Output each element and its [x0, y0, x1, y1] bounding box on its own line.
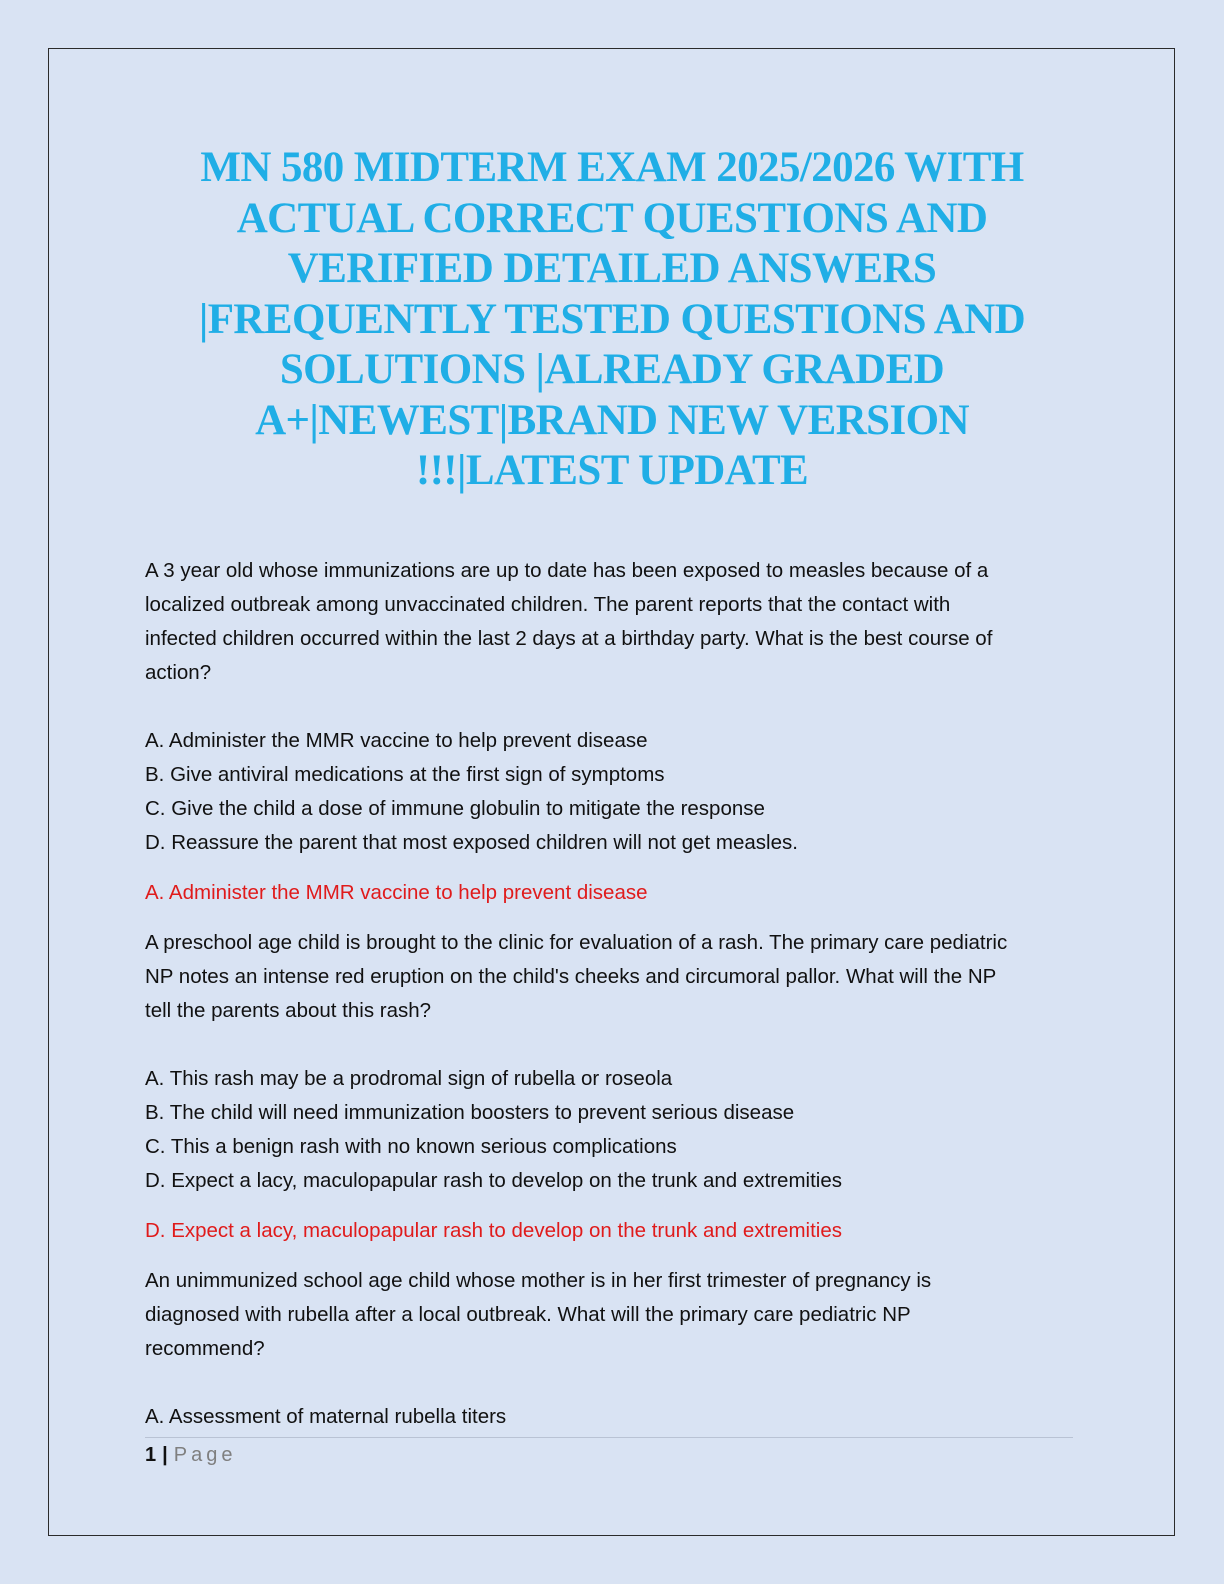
question-text-line: NP notes an intense red eruption on the child's cheeks and circumoral pallor. What will the NP: [145, 965, 997, 988]
footer-separator: |: [162, 1444, 168, 1466]
title-line: MN 580 MIDTERM EXAM 2025/2026 WITH: [200, 144, 1024, 191]
question-text-line: An unimmunized school age child whose mother is in her first trimester of pregnancy is: [145, 1269, 932, 1292]
question-text-line: localized outbreak among unvaccinated children. The parent reports that the contact with: [145, 593, 951, 616]
correct-answer: A. Administer the MMR vaccine to help prevent disease: [145, 881, 648, 904]
option-item: A. Administer the MMR vaccine to help prevent disease: [145, 729, 648, 752]
spacer: [145, 1198, 1085, 1214]
option-item: B. Give antiviral medications at the first sign of symptoms: [145, 763, 665, 786]
spacer: [145, 860, 1085, 876]
page-label: Page: [173, 1444, 237, 1466]
question-text-line: tell the parents about this rash?: [145, 999, 432, 1022]
answer-options: [145, 1062, 1085, 1198]
answer-options: [145, 1400, 1085, 1434]
option-item: D. Reassure the parent that most exposed children will not get measles.: [145, 831, 798, 854]
spacer: [145, 1366, 1085, 1400]
option-item: D. Expect a lacy, maculopapular rash to develop on the trunk and extremities: [145, 1169, 842, 1192]
title-line: A+|NEWEST|BRAND NEW VERSION: [255, 396, 969, 444]
option-item: C. This a benign rash with no known serious complications: [145, 1135, 677, 1158]
question-text-line: A 3 year old whose immunizations are up to date has been exposed to measles because of a: [145, 559, 989, 582]
option-item: C. Give the child a dose of immune globulin to mitigate the response: [145, 797, 765, 820]
answer-options: [145, 724, 1085, 860]
title-line: !!!|LATEST UPDATE: [415, 447, 809, 494]
spacer: [145, 1248, 1085, 1264]
question-stem: [145, 1264, 1085, 1366]
question-text-line: diagnosed with rubella after a local outbreak. What will the primary care pediatric NP: [145, 1303, 911, 1326]
document-title: [150, 143, 1074, 497]
option-item: A. Assessment of maternal rubella titers: [145, 1405, 507, 1428]
question-text-line: infected children occurred within the last 2 days at a birthday party. What is the best course of: [145, 627, 993, 650]
question-text-line: action?: [145, 661, 212, 684]
question-stem: [145, 926, 1085, 1028]
spacer: [145, 690, 1085, 724]
title-line: |FREQUENTLY TESTED QUESTIONS AND: [198, 295, 1026, 343]
footer-divider: [145, 1437, 1073, 1438]
page-footer: [145, 1441, 236, 1469]
title-line: ACTUAL CORRECT QUESTIONS AND: [236, 194, 988, 242]
option-item: B. The child will need immunization boosters to prevent serious disease: [145, 1101, 795, 1124]
title-line: SOLUTIONS |ALREADY GRADED: [279, 346, 945, 393]
spacer: [145, 910, 1085, 926]
question-stem: [145, 554, 1085, 690]
question-text-line: A preschool age child is brought to the clinic for evaluation of a rash. The primary care pediatric: [145, 931, 1008, 954]
question-text-line: recommend?: [145, 1337, 265, 1360]
spacer: [145, 1028, 1085, 1062]
page-number: 1: [145, 1444, 157, 1466]
document-body: [145, 554, 1085, 1434]
title-line: VERIFIED DETAILED ANSWERS: [287, 245, 937, 292]
correct-answer: D. Expect a lacy, maculopapular rash to develop on the trunk and extremities: [145, 1219, 842, 1242]
option-item: A. This rash may be a prodromal sign of rubella or roseola: [145, 1067, 673, 1090]
